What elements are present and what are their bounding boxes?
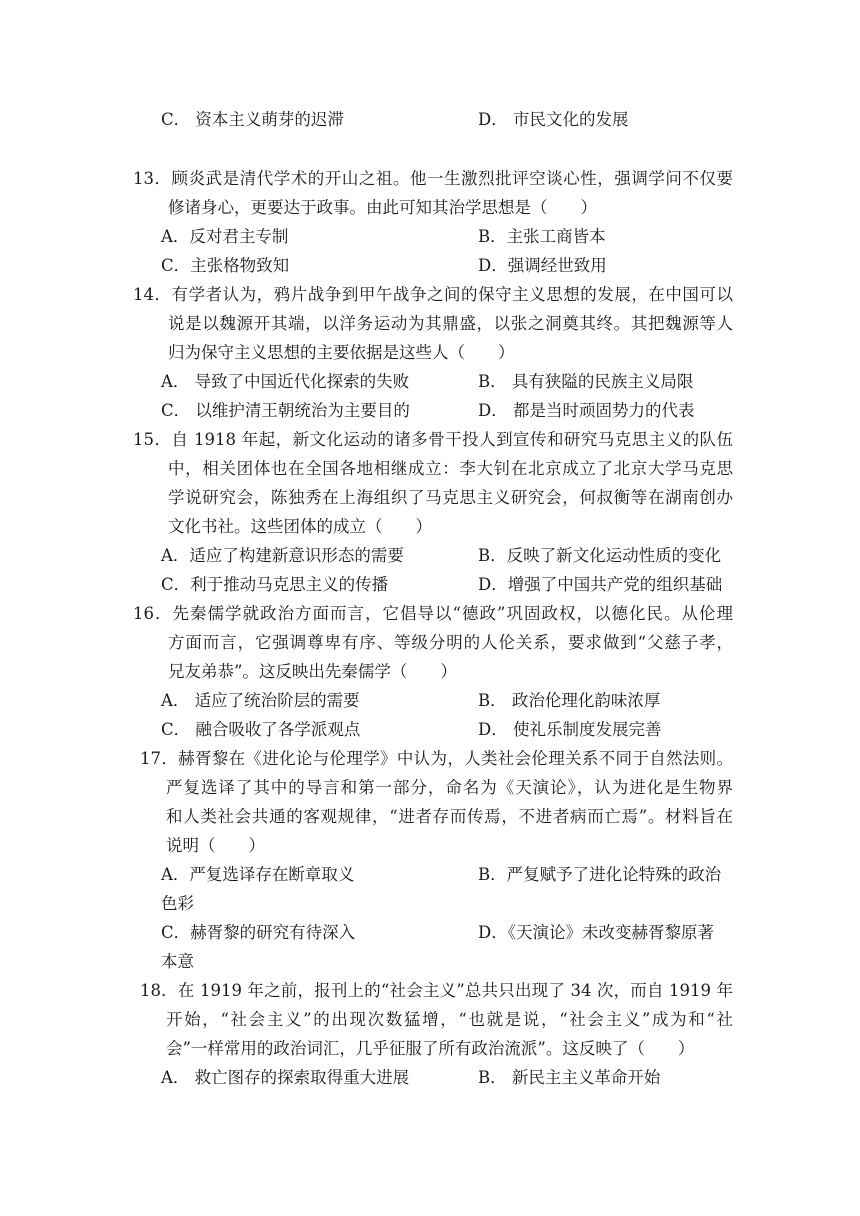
question-17-stem-line-2: 严复选译了其中的导言和第一部分，命名为《天演论》，认为进化是生物界 <box>166 778 733 797</box>
question-18-stem-line-1: 18．在 1919 年之前，报刊上的“社会主义”总共只出现了 34 次，而自 1919 年 <box>140 981 733 1000</box>
question-13-option-d[interactable]: D．强调经世致用 <box>478 256 607 275</box>
question-16-option-a[interactable]: A． 适应了统治阶层的需要 <box>161 691 360 710</box>
question-14-stem-line-2: 说是以魏源开其端，以洋务运动为其鼎盛，以张之洞奠其终。其把魏源等人 <box>168 314 733 333</box>
question-18-stem-line-2: 开始，“社会主义”的出现次数猛增，“也就是说，“社会主义”成为和“社 <box>166 1010 733 1029</box>
question-13-option-b[interactable]: B．主张工商皆本 <box>478 227 606 246</box>
question-14-stem-line-1: 14．有学者认为，鸦片战争到甲午战争之间的保守主义思想的发展，在中国可以 <box>133 285 733 304</box>
question-14-option-a[interactable]: A． 导致了中国近代化探索的失败 <box>161 372 410 391</box>
question-17-option-d-wrap: 本意 <box>161 952 194 971</box>
question-13-option-c[interactable]: C．主张格物致知 <box>161 256 290 275</box>
question-16-stem-line-2: 方面而言，它强调尊卑有序、等级分明的人伦关系，要求做到“父慈子孝， <box>168 633 733 652</box>
question-17-option-d[interactable]: D．《天演论》未改变赫胥黎原著 <box>478 923 714 942</box>
question-17-option-b[interactable]: B．严复赋予了进化论特殊的政治 <box>478 865 722 884</box>
question-18-option-b[interactable]: B． 新民主主义革命开始 <box>478 1068 661 1087</box>
question-16-option-b[interactable]: B． 政治伦理化韵味浓厚 <box>478 691 661 710</box>
question-17-option-a[interactable]: A．严复选译存在断章取义 <box>161 865 355 884</box>
question-15-option-b[interactable]: B．反映了新文化运动性质的变化 <box>478 546 722 565</box>
question-14-option-b[interactable]: B． 具有狭隘的民族主义局限 <box>478 372 694 391</box>
question-15-option-d[interactable]: D．增强了中国共产党的组织基础 <box>478 575 723 594</box>
question-17-stem-line-1: 17．赫胥黎在《进化论与伦理学》中认为，人类社会伦理关系不同于自然法则。 <box>140 749 733 768</box>
question-15-stem-line-2: 中，相关团体也在全国各地相继成立：李大钊在北京成立了北京大学马克思 <box>168 459 733 478</box>
question-13-stem-line-2: 修诸身心，更要达于政事。由此可知其治学思想是（ ） <box>168 198 597 217</box>
question-17-stem-line-3: 和人类社会共通的客观规律，“进者存而传焉，不进者病而亡焉”。材料旨在 <box>166 807 733 826</box>
question-18-option-a[interactable]: A． 救亡图存的探索取得重大进展 <box>161 1068 410 1087</box>
question-16-option-c[interactable]: C． 融合吸收了各学派观点 <box>161 720 361 739</box>
option-c-prev[interactable]: C． 资本主义萌芽的迟滞 <box>161 110 344 129</box>
question-13-stem-line-1: 13．顾炎武是清代学术的开山之祖。他一生激烈批评空谈心性，强调学问不仅要 <box>133 169 733 188</box>
question-14-option-c[interactable]: C． 以维护清王朝统治为主要目的 <box>161 401 410 420</box>
question-17-stem-line-4: 说明（ ） <box>166 836 265 855</box>
question-17-option-c[interactable]: C．赫胥黎的研究有待深入 <box>161 923 356 942</box>
question-14-stem-line-3: 归为保守主义思想的主要依据是这些人（ ） <box>168 343 515 362</box>
question-16-option-d[interactable]: D． 使礼乐制度发展完善 <box>478 720 662 739</box>
question-15-option-a[interactable]: A．适应了构建新意识形态的需要 <box>161 546 404 565</box>
question-16-stem-line-3: 兄友弟恭”。这反映出先秦儒学（ ） <box>168 662 457 681</box>
question-17-option-b-wrap: 色彩 <box>161 894 194 913</box>
question-14-option-d[interactable]: D． 都是当时顽固势力的代表 <box>478 401 695 420</box>
question-16-stem-line-1: 16．先秦儒学就政治方面而言，它倡导以“德政”巩固政权，以德化民。从伦理 <box>133 604 733 623</box>
question-15-stem-line-3: 学说研究会，陈独秀在上海组织了马克思主义研究会，何叔衡等在湖南创办 <box>168 488 733 507</box>
question-18-stem-line-3: 会”一样常用的政治词汇，几乎征服了所有政治流派”。这反映了（ ） <box>166 1039 695 1058</box>
question-13-option-a[interactable]: A．反对君主专制 <box>161 227 289 246</box>
option-d-prev[interactable]: D． 市民文化的发展 <box>478 110 629 129</box>
question-15-stem-line-4: 文化书社。这些团体的成立（ ） <box>168 517 432 536</box>
question-15-stem-line-1: 15．自 1918 年起，新文化运动的诸多骨干投人到宣传和研究马克思主义的队伍 <box>133 430 733 449</box>
question-15-option-c[interactable]: C．利于推动马克思主义的传播 <box>161 575 389 594</box>
